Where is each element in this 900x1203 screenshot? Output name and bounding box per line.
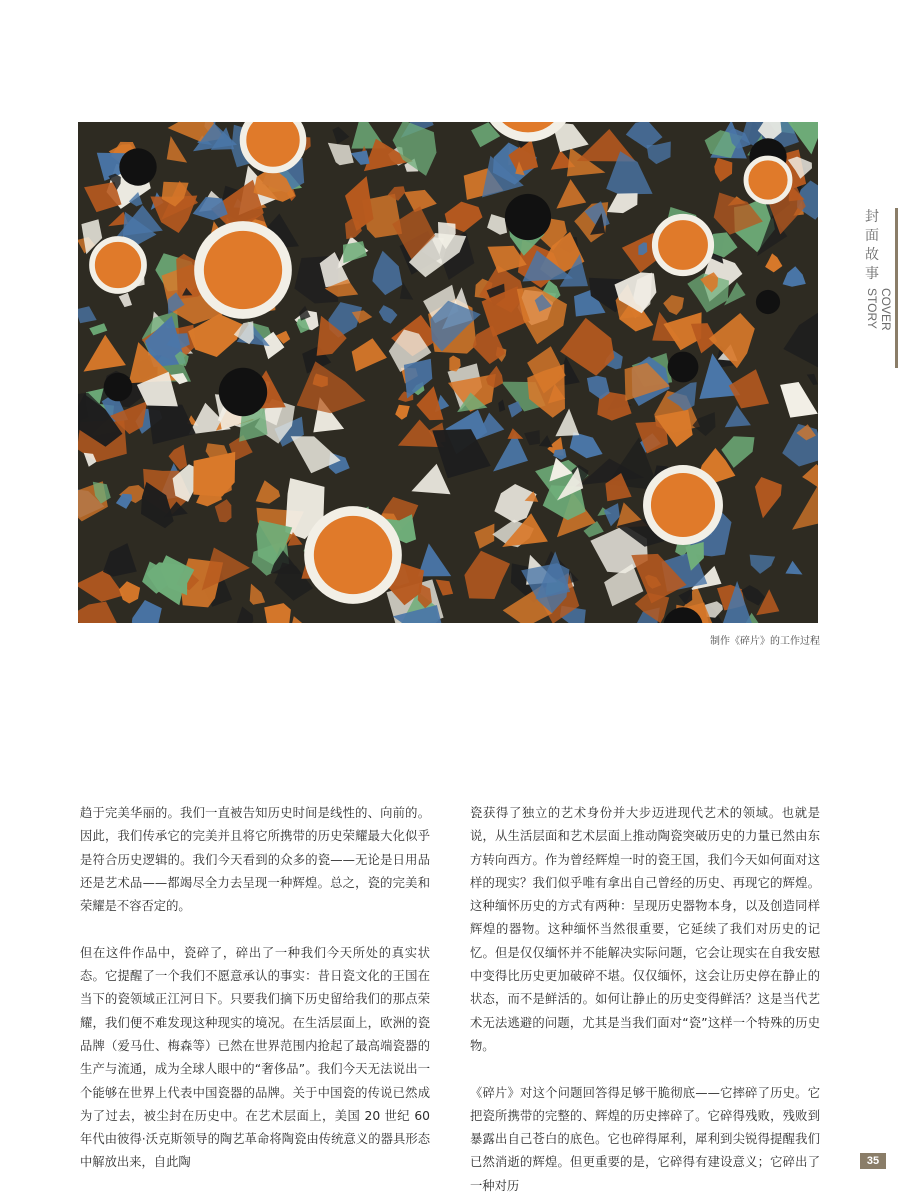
paragraph: 瓷获得了独立的艺术身份并大步迈进现代艺术的领域。也就是说，从生活层面和艺术层面上推动陶瓷突破历史的力量已然由东方转向西方。作为曾经辉煌一时的瓷王国，我们今天如何面对这样的现实？我们似乎唯有拿出自己曾经的历史、再现它的辉煌。这种缅怀历史的方式有两种：呈现历史器物本身，以及创造同样辉煌的器物。这种缅怀当然很重要，它延续了我们对历史的记忆。但是仅仅缅怀并不能解决实际问题，它会让现实在自我安慰中变得比历史更加破碎不堪。仅仅缅怀，这会让历史停在静止的状态，而不是鲜活的。如何让静止的历史变得鲜活？这是当代艺术无法逃避的问题，尤其是当我们面对“瓷”这样一个特殊的历史物。 bbox=[470, 806, 820, 1053]
shards-illustration bbox=[78, 122, 818, 623]
article-column-right bbox=[470, 802, 820, 1198]
article-column-left bbox=[80, 802, 430, 1175]
paragraph: 《碎片》对这个问题回答得足够干脆彻底——它摔碎了历史。它把瓷所携带的完整的、辉煌的历史摔碎了。它碎得残败，残败到暴露出自己苍白的底色。它也碎得犀利，犀利到尖锐得提醒我们已然消逝的辉煌。但更重要的是，它碎得有建设意义；它碎出了一种对历 bbox=[470, 1085, 820, 1193]
section-tab-en: COVER STORY bbox=[865, 288, 893, 331]
paragraph: 趋于完美华丽的。我们一直被告知历史时间是线性的、向前的。因此，我们传承它的完美并且将它所携带的历史荣耀最大化似乎是符合历史逻辑的。我们今天看到的众多的瓷——无论是日用品还是艺术品——都竭尽全力去呈现一种辉煌。总之，瓷的完美和荣耀是不容否定的。 bbox=[80, 806, 430, 914]
ceramic-shards-photo bbox=[78, 122, 818, 623]
page-number: 35 bbox=[860, 1153, 886, 1169]
photo-caption: 制作《碎片》的工作过程 bbox=[710, 636, 820, 647]
paragraph: 但在这件作品中，瓷碎了，碎出了一种我们今天所处的真实状态。它提醒了一个我们不愿意承认的事实：昔日瓷文化的王国在当下的瓷领域正江河日下。只要我们摘下历史留给我们的那点荣耀，我们便不难发现这种现实的境况。在生活层面上，欧洲的瓷品牌（爱马仕、梅森等）已然在世界范围内抢起了最高端瓷器的生产与流通，成为全球人眼中的“奢侈品”。我们今天无法说出一个能够在世界上代表中国瓷器的品牌。关于中国瓷的传说已然成为了过去，被尘封在历史中。在艺术层面上，美国 20 世纪 60 年代由彼得·沃克斯领导的陶艺革命将陶瓷由传统意义的器具形态中解放出来，自此陶 bbox=[80, 945, 430, 1170]
section-tab bbox=[862, 208, 893, 368]
section-marker-bar bbox=[895, 208, 898, 368]
section-tab-cn: 封面故事 bbox=[865, 209, 879, 282]
